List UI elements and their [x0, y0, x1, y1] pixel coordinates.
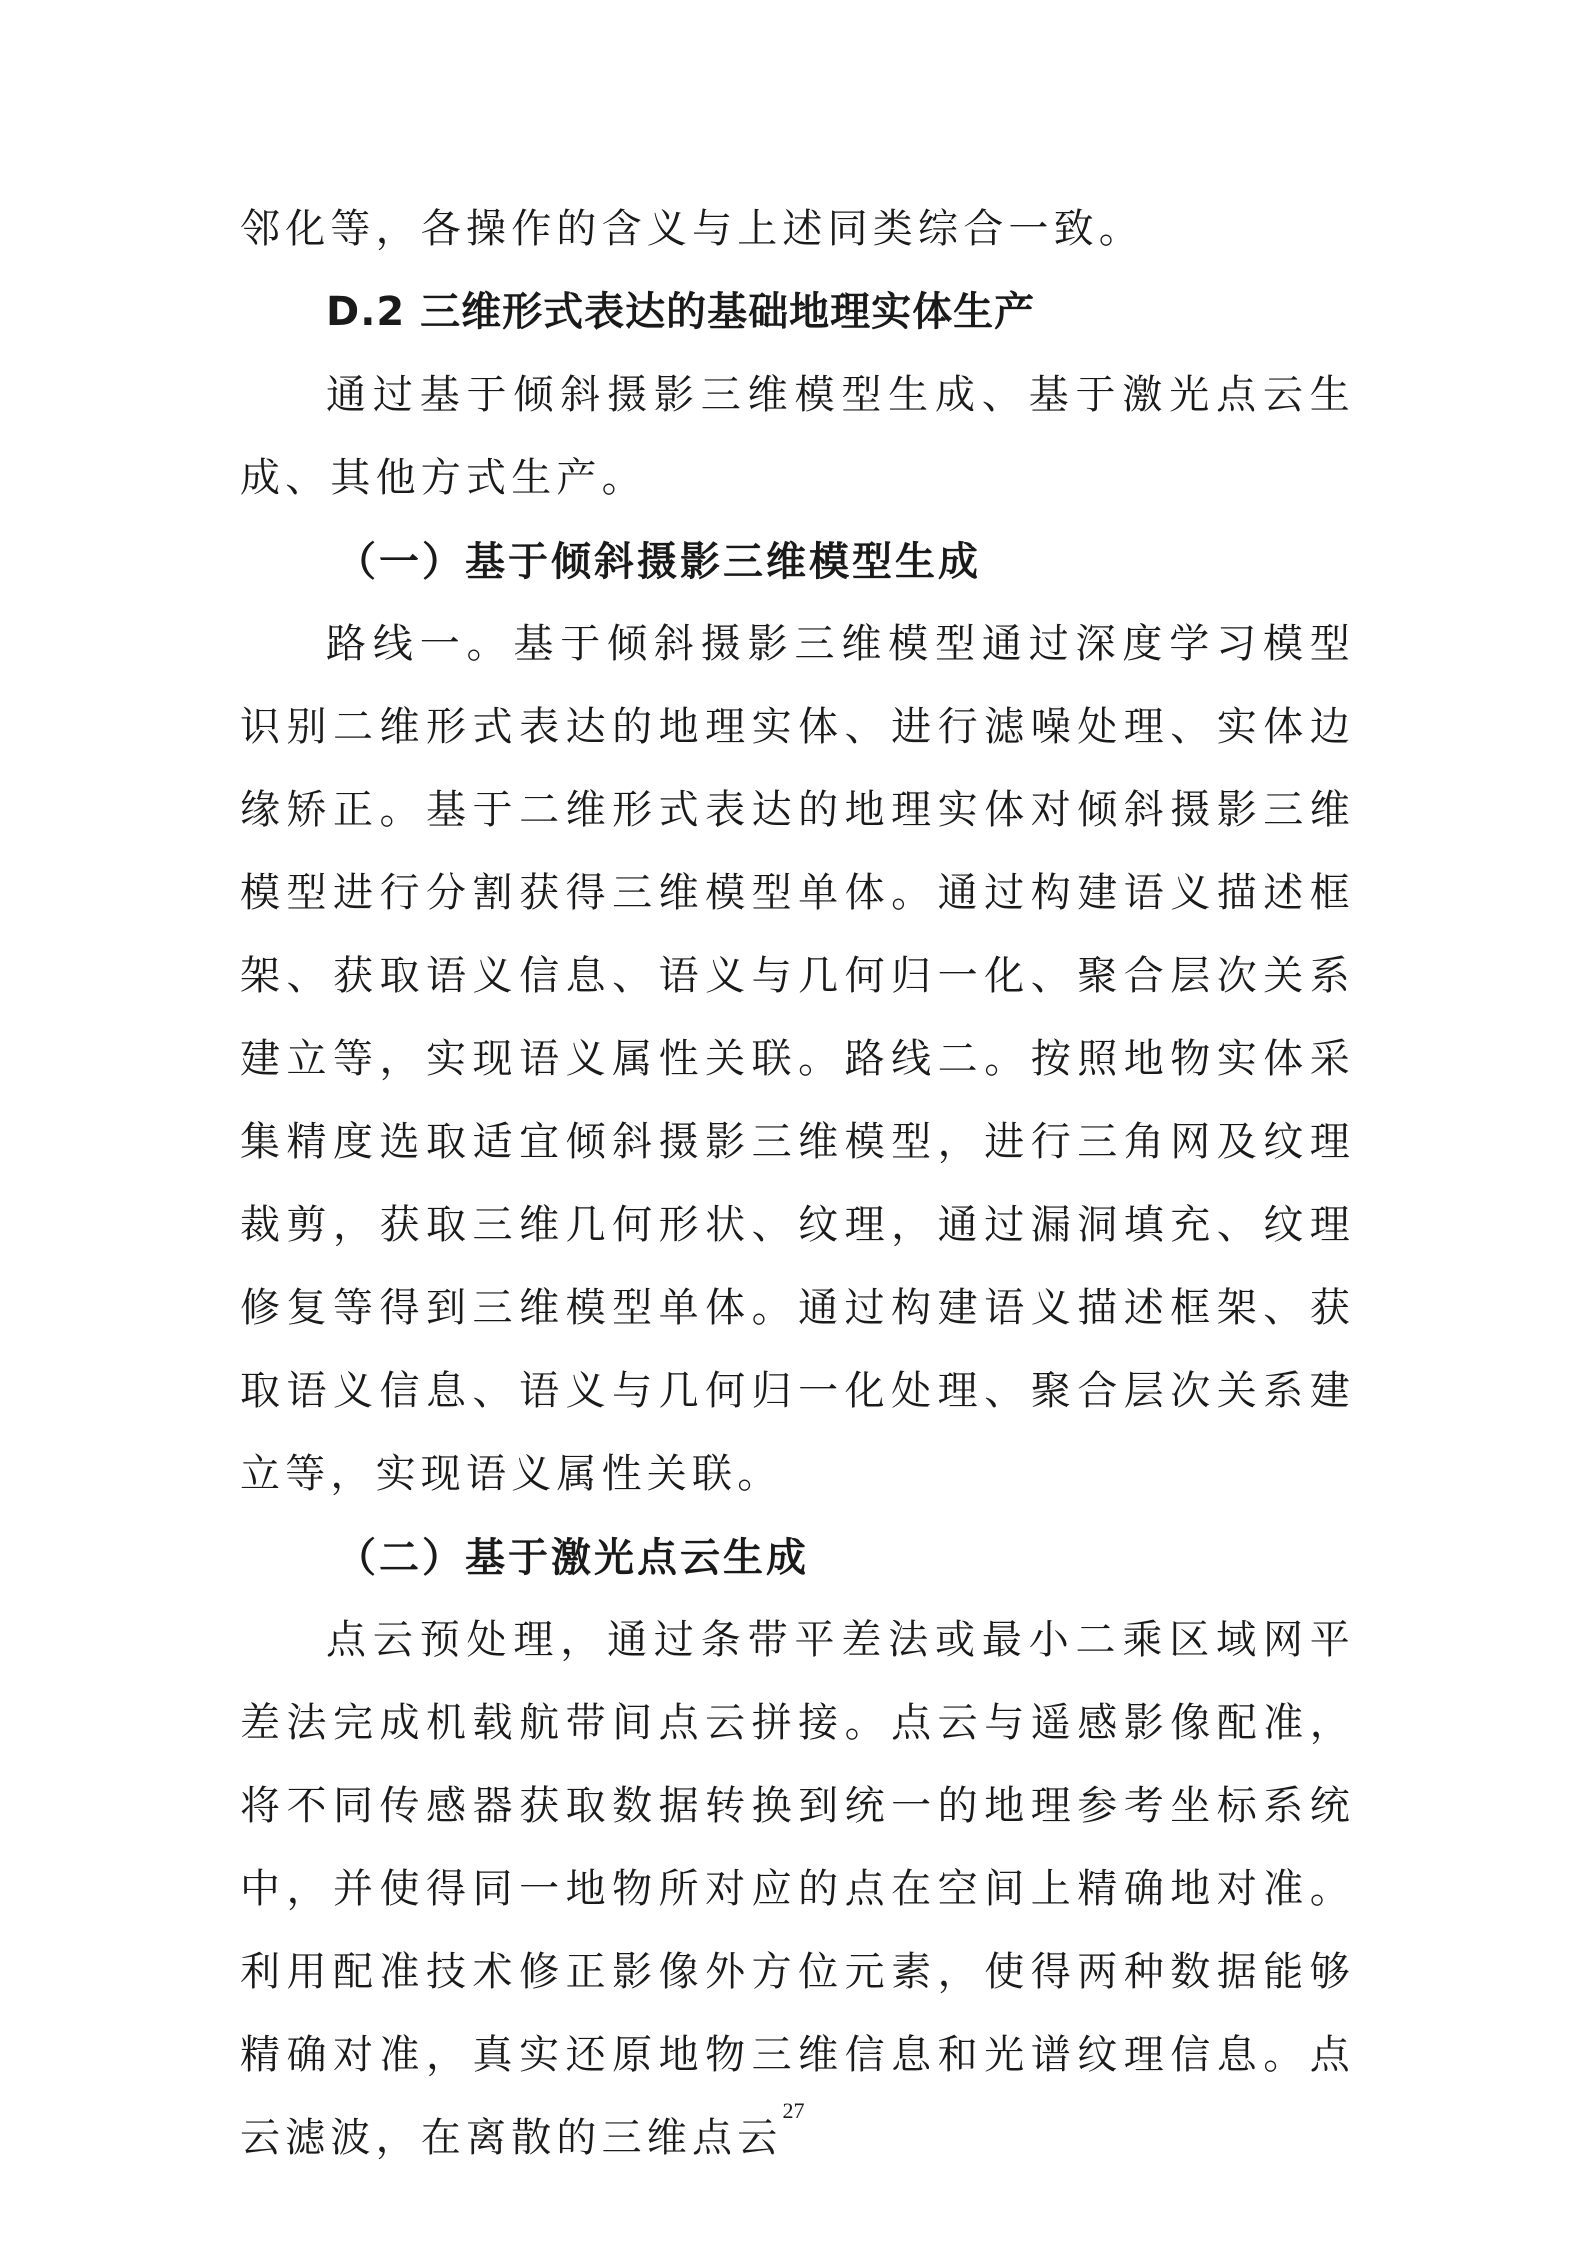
subheading-oblique-photography: （一）基于倾斜摄影三维模型生成	[336, 538, 981, 585]
paragraph-oblique-routes: 路线一。基于倾斜摄影三维模型通过深度学习模型识别二维形式表达的地理实体、进行滤噪处理、实体边缘矫正。基于二维形式表达的地理实体对倾斜摄影三维模型进行分割获得三维模型单体。通过构建语义描述框架、获取语义信息、语义与几何归一化、聚合层次关系建立等，实现语义属性关联。路线二。按照地物实体采集精度选取适宜倾斜摄影三维模型，进行三角网及纹理裁剪，获取三维几何形状、纹理，通过漏洞填充、纹理修复等得到三维模型单体。通过构建语义描述框架、获取语义信息、语义与几何归一化处理、聚合层次关系建立等，实现语义属性关联。	[240, 621, 1355, 1497]
paragraph-point-cloud: 点云预处理，通过条带平差法或最小二乘区域网平差法完成机载航带间点云拼接。点云与遥感影像配准，将不同传感器获取数据转换到统一的地理参考坐标系统中，并使得同一地物所对应的点在空间上精确地对准。利用配准技术修正影像外方位元素，使得两种数据能够精确对准，真实还原地物三维信息和光谱纹理信息。点云滤波，在离散的三维点云	[240, 1617, 1355, 2161]
paragraph-intro: 通过基于倾斜摄影三维模型生成、基于激光点云生成、其他方式生产。	[240, 372, 1355, 501]
subheading-laser-point-cloud: （二）基于激光点云生成	[336, 1534, 809, 1581]
section-heading-d2: D.2 三维形式表达的基础地理实体生产	[326, 289, 1036, 335]
page-number: 27	[782, 2098, 805, 2123]
page-body	[240, 188, 1355, 2180]
paragraph-continuation: 邻化等，各操作的含义与上述同类综合一致。	[240, 206, 1144, 252]
